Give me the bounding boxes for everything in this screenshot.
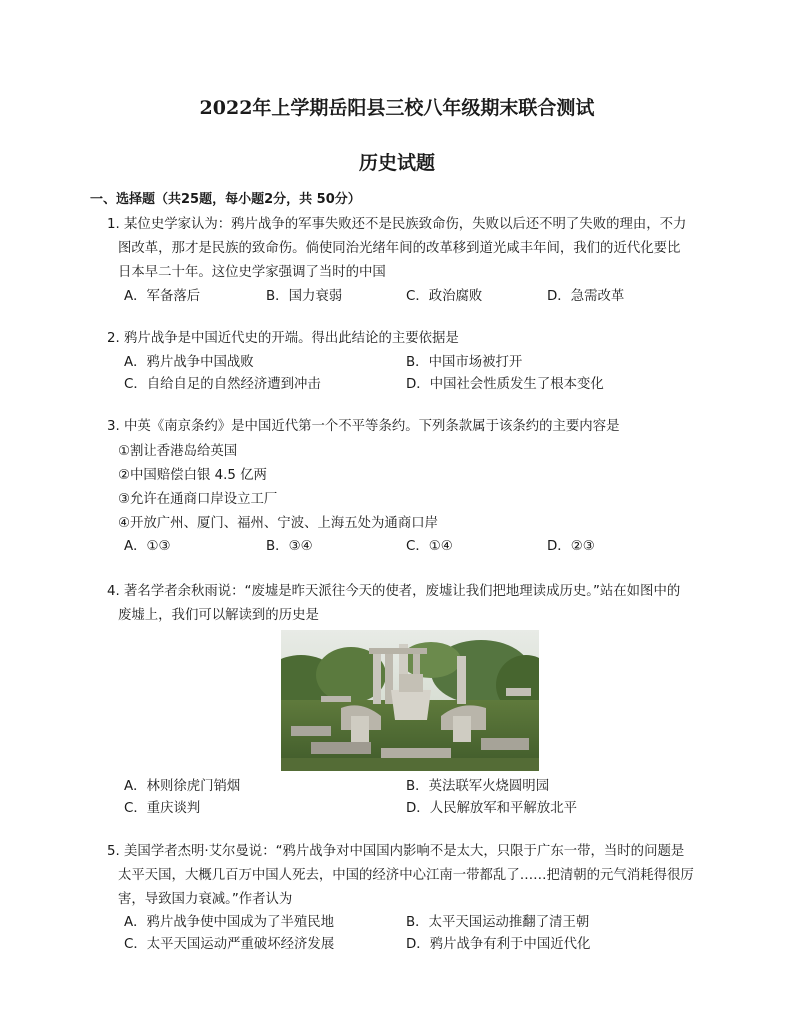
option-d[interactable]: D．急需改革 <box>547 289 625 304</box>
statement-item: ①割让香港岛给英国 <box>118 444 238 459</box>
ruins-photo <box>281 630 539 771</box>
option-c[interactable]: C．政治腐败 <box>406 289 483 304</box>
option-b[interactable]: B．中国市场被打开 <box>406 355 523 370</box>
option-b[interactable]: B．太平天国运动推翻了清王朝 <box>406 915 590 930</box>
option-a[interactable]: A．鸦片战争中国战败 <box>124 355 254 370</box>
option-d[interactable]: D．中国社会性质发生了根本变化 <box>406 377 604 392</box>
option-b[interactable]: B．③④ <box>266 539 313 554</box>
question-text: 太平天国，大概几百万中国人死去，中国的经济中心江南一带都乱了……把清朝的元气消耗得很厉 <box>118 868 694 883</box>
question-text: 害，导致国力衰减。”作者认为 <box>118 892 293 907</box>
exam-subtitle: 历史试题 <box>358 152 435 174</box>
exam-title: 2022年上学期岳阳县三校八年级期末联合测试 <box>199 97 595 119</box>
option-c[interactable]: C．重庆谈判 <box>124 801 201 816</box>
question-text: 4. 著名学者余秋雨说：“废墟是昨天派往今天的使者，废墟让我们把地理读成历史。”站在如图中的 <box>107 584 681 599</box>
question-text: 2. 鸦片战争是中国近代史的开端。得出此结论的主要依据是 <box>107 331 459 346</box>
option-d[interactable]: D．②③ <box>547 539 595 554</box>
option-c[interactable]: C．①④ <box>406 539 453 554</box>
option-a[interactable]: A．林则徐虎门销烟 <box>124 779 241 794</box>
option-a[interactable]: A．鸦片战争使中国成为了半殖民地 <box>124 915 335 930</box>
statement-item: ④开放广州、厦门、福州、宁波、上海五处为通商口岸 <box>118 516 438 531</box>
option-d[interactable]: D．鸦片战争有利于中国近代化 <box>406 937 591 952</box>
option-b[interactable]: B．国力衰弱 <box>266 289 343 304</box>
question-text: 1. 某位史学家认为：鸦片战争的军事失败还不是民族致命伤，失败以后还不明了失败的理由，不力 <box>107 217 687 232</box>
option-a[interactable]: A．①③ <box>124 539 171 554</box>
statement-item: ②中国赔偿白银 4.5 亿两 <box>118 468 267 483</box>
question-text: 图改革，那才是民族的致命伤。倘使同治光绪年间的改革移到道光咸丰年间，我们的近代化要比 <box>118 241 681 256</box>
question-text: 5. 美国学者杰明·艾尔曼说：“鸦片战争对中国国内影响不是太大，只限于广东一带，当时的问题是 <box>107 844 685 859</box>
option-b[interactable]: B．英法联军火烧圆明园 <box>406 779 550 794</box>
section-heading: 一、选择题（共25题，每小题2分，共 50分） <box>90 192 361 207</box>
option-d[interactable]: D．人民解放军和平解放北平 <box>406 801 577 816</box>
question-text: 3. 中英《南京条约》是中国近代第一个不平等条约。下列条款属于该条约的主要内容是 <box>107 419 620 434</box>
statement-item: ③允许在通商口岸设立工厂 <box>118 492 278 507</box>
option-c[interactable]: C．太平天国运动严重破坏经济发展 <box>124 937 335 952</box>
option-c[interactable]: C．自给自足的自然经济遭到冲击 <box>124 377 321 392</box>
option-a[interactable]: A．军备落后 <box>124 289 201 304</box>
question-text: 废墟上，我们可以解读到的历史是 <box>118 608 319 623</box>
question-text: 日本早二十年。这位史学家强调了当时的中国 <box>118 265 386 280</box>
